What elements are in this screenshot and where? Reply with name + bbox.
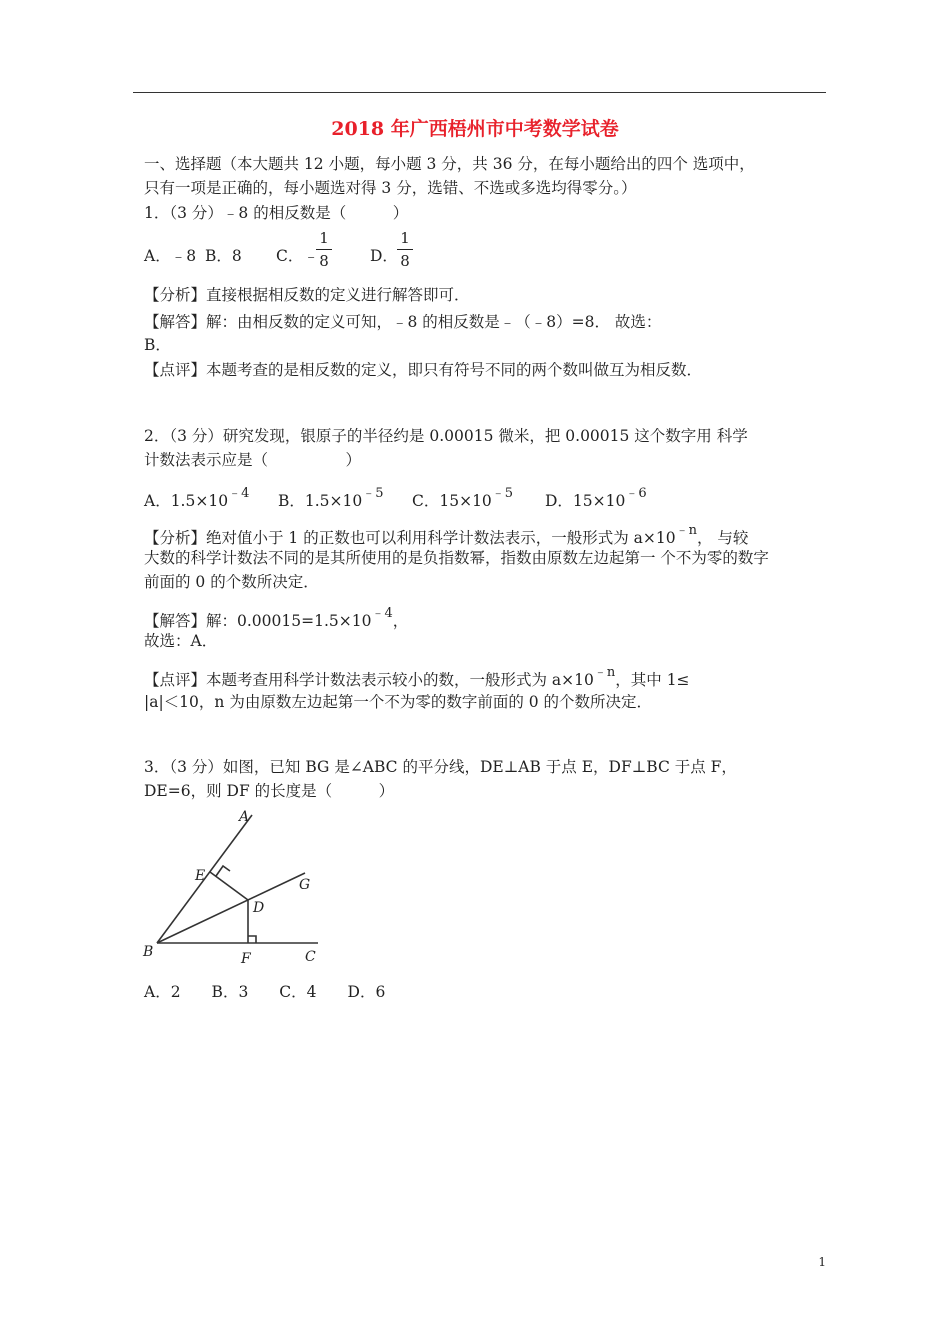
label-d: D	[253, 900, 265, 916]
q1-option-c: C．﹣	[276, 247, 319, 265]
q2-analysis-line2: 大数的科学计数法不同的是其所使用的是负指数幂，指数由原数左边起第一 个不为零的数字	[144, 549, 769, 567]
fraction-numerator: 1	[319, 229, 329, 247]
q2-stem-line2: 计数法表示应是（ ）	[144, 451, 362, 469]
page-title: 2018 年广西梧州市中考数学试卷	[331, 118, 619, 140]
q1-option-c-fraction	[316, 229, 332, 270]
q1-comment: 【点评】本题考查的是相反数的定义，即只有符号不同的两个数叫做互为相反数．	[144, 361, 703, 379]
q2-analysis-line1: 【分析】绝对值小于 1 的正数也可以利用科学计数法表示，一般形式为 $a\times 10^{﹣n}$， 与较	[144, 523, 749, 548]
q1-analysis: 【分析】直接根据相反数的定义进行解答即可．	[144, 286, 470, 304]
q3-stem-line2: DE=6，则 DF 的长度是（ ）	[144, 782, 395, 800]
q1-option-a: A．﹣8	[144, 247, 197, 265]
q2-option-b: B．$1.5\times 10^{﹣5}$	[278, 486, 384, 511]
label-c: C	[305, 949, 316, 965]
q2-analysis-line3: 前面的 0 的个数所决定．	[144, 573, 319, 591]
q3-stem-line1: 3．（3 分）如图，已知 BG 是∠ABC 的平分线，DE⊥AB 于点 E，DF⊥BC 于点 F，	[144, 758, 737, 776]
q1-option-d-fraction	[397, 229, 413, 270]
q1-answer-choice: B．	[144, 336, 171, 354]
label-e: E	[195, 868, 206, 884]
fraction-bar	[316, 249, 332, 250]
ray-bg	[157, 873, 305, 943]
header-rule	[133, 92, 826, 93]
fraction-denominator: 8	[319, 252, 329, 270]
q1-answer: 【解答】解：由相反数的定义可知，﹣8 的相反数是﹣（﹣8）=8． 故选：	[144, 313, 662, 331]
q2-answer-line1: 【解答】解：$0.00015=1.5\times 10^{﹣4}$，	[144, 606, 409, 631]
label-a: A	[239, 809, 250, 825]
right-angle-mark-e	[216, 866, 230, 876]
fraction-denominator: 8	[400, 252, 410, 270]
q1-option-b: B．8	[205, 247, 242, 265]
section-heading-line1: 一、选择题（本大题共 12 小题，每小题 3 分，共 36 分，在每小题给出的四个 选项中，	[144, 155, 755, 173]
label-b: B	[143, 944, 154, 960]
label-g: G	[299, 877, 311, 893]
fraction-numerator: 1	[400, 229, 410, 247]
segment-de	[210, 872, 248, 900]
q2-comment-line1: 【点评】本题考查用科学计数法表示较小的数，一般形式为 $a\times 10^{﹣n}$，其中 1≤	[144, 665, 690, 690]
q3-options: A．2 B．3 C．4 D．6	[144, 983, 386, 1001]
q2-stem-line1: 2．（3 分）研究发现，银原子的半径约是 0.00015 微米，把 0.00015 这个数字用 科学	[144, 427, 748, 445]
fraction-bar	[397, 249, 413, 250]
geometry-figure	[140, 808, 330, 968]
section-heading-line2: 只有一项是正确的，每小题选对得 3 分，选错、不选或多选均得零分。）	[144, 179, 637, 197]
q2-option-d: D．$15\times 10^{﹣6}$	[545, 486, 647, 511]
q2-option-c: C．$15\times 10^{﹣5}$	[412, 486, 514, 511]
q1-option-d: D．	[370, 247, 398, 265]
q2-comment-line2: |a|＜10，n 为由原数左边起第一个不为零的数字前面的 0 的个数所决定．	[144, 693, 653, 711]
q1-stem: 1．（3 分）﹣8 的相反数是（ ）	[144, 204, 409, 222]
q2-option-a: A．$1.5\times 10^{﹣4}$	[144, 486, 250, 511]
right-angle-mark-f	[248, 936, 256, 943]
page-number: 1	[818, 1255, 826, 1269]
label-f: F	[241, 951, 251, 967]
q2-answer-line2: 故选：A．	[144, 632, 218, 650]
